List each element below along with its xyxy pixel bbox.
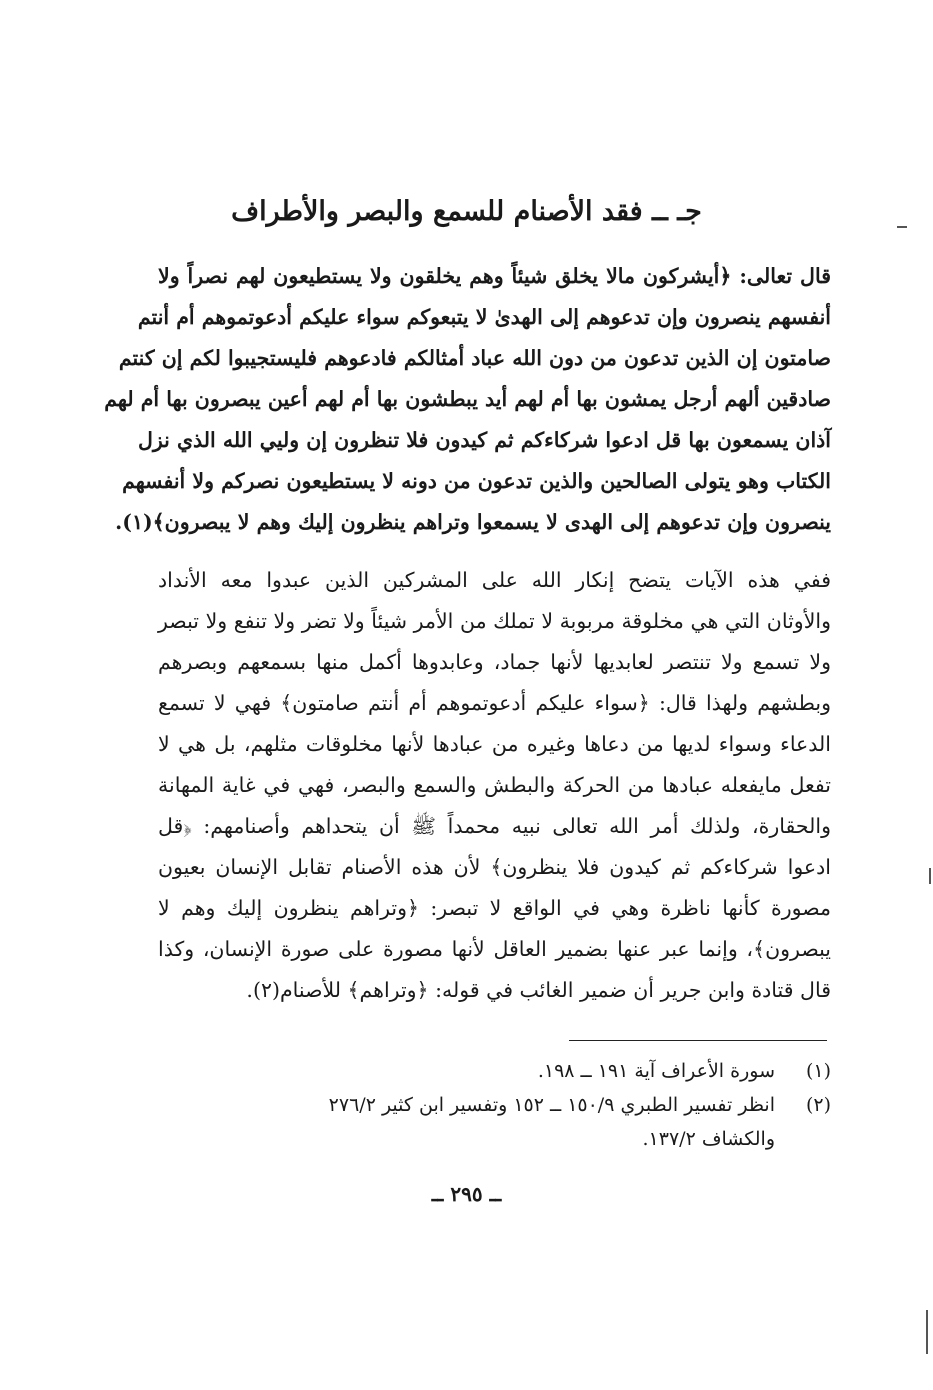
scan-mark bbox=[926, 1310, 928, 1354]
text-line: قال قتادة وابن جرير أن ضمير الغائب في قوله: ﴿وتراهم﴾ للأصنام(٢). bbox=[246, 978, 831, 1002]
scan-mark bbox=[897, 226, 907, 228]
text-line: أنفسهم ينصرون وإن تدعوهم إلى الهدىٰ لا يتبعوكم سواء عليكم أدعوتموهم أم أنتم bbox=[137, 305, 831, 329]
footnote-line: والكشاف ١٣٧/٢. bbox=[642, 1128, 775, 1150]
footnote-separator bbox=[569, 1040, 827, 1041]
footnote-line: سورة الأعراف آية ١٩١ ــ ١٩٨. bbox=[537, 1060, 775, 1082]
text-line: صادقين ألهم أرجل يمشون بها أم لهم أيد يبطشون بها أم لهم أعين يبصرون بها أم لهم bbox=[104, 387, 831, 411]
text-line: آذان يسمعون بها قل ادعوا شركاءكم ثم كيدون فلا تنظرون إن وليي الله الذي نزل bbox=[137, 428, 831, 452]
footnote bbox=[158, 1054, 831, 1088]
footnote-line: انظر تفسير الطبري ١٥٠/٩ ــ ١٥٢ وتفسير ابن كثير ٢٧٦/٢ bbox=[328, 1094, 775, 1116]
footnote-text bbox=[158, 1054, 775, 1088]
scan-mark bbox=[929, 868, 931, 884]
section-heading: جـ ــ فقد الأصنام للسمع والبصر والأطراف bbox=[231, 196, 702, 227]
footnote-number: (١) bbox=[805, 1060, 831, 1082]
text-line: الكتاب وهو يتولى الصالحين والذين تدعون من دونه لا يستطيعون نصركم ولا أنفسهم bbox=[122, 469, 831, 493]
text-line: والحقارة، ولذلك أمر الله تعالى نبيه محمداً ﷺ أن يتحداهم وأصنامهم: ﴿قل bbox=[158, 814, 831, 838]
footnote-text bbox=[158, 1088, 775, 1156]
text-line: تفعل مايفعله عبادها من الحركة والبطش والسمع والبصر، فهي في غاية المهانة bbox=[158, 773, 831, 797]
footnote bbox=[158, 1088, 831, 1156]
text-line: صامتون إن الذين تدعون من دون الله عباد أمثالكم فادعوهم فليستجيبوا لكم إن كنتم bbox=[118, 346, 831, 370]
text-line: ولا تسمع ولا تنتصر لعابديها لأنها جماد، وعابدوها أكمل منها بسمعهم وبصرهم bbox=[158, 650, 831, 674]
text-line: ففي هذه الآيات يتضح إنكار الله على المشركين الذين عبدوا معه الأنداد bbox=[158, 568, 831, 592]
footnote-number: (٢) bbox=[805, 1094, 831, 1116]
text-line: ينصرون وإن تدعوهم إلى الهدى لا يسمعوا وتراهم ينظرون إليك وهم لا يبصرون﴾(١). bbox=[115, 510, 831, 534]
quran-quote-paragraph bbox=[104, 256, 831, 543]
commentary-paragraph bbox=[158, 560, 831, 1011]
text-line: ادعوا شركاءكم ثم كيدون فلا ينظرون﴾ لأن هذه الأصنام تقابل الإنسان بعيون bbox=[158, 855, 831, 879]
text-line: الدعاء وسواء لديها من دعاها وغيره من عبادها لأنها مخلوقات مثلهم، بل هي لا bbox=[158, 732, 831, 756]
text-line: مصورة كأنها ناظرة وهي في الواقع لا تبصر: ﴿وتراهم ينظرون إليك وهم لا bbox=[158, 896, 831, 920]
text-line: والأوثان التي هي مخلوقة مربوبة لا تملك من الأمر شيئاً ولا تضر ولا تنفع ولا تبصر bbox=[158, 609, 831, 633]
page-number: ــ ٢٩٥ ــ bbox=[431, 1182, 502, 1206]
footnotes bbox=[158, 1054, 831, 1156]
text-line: وبطشهم ولهذا قال: ﴿سواء عليكم أدعوتموهم أم أنتم صامتون﴾ فهي لا تسمع bbox=[158, 691, 831, 715]
text-line: يبصرون﴾، وإنما عبر عنها بضمير العاقل لأنها مصورة على صورة الإنسان، وكذا bbox=[158, 937, 831, 961]
text-line: قال تعالى: ﴿أيشركون مالا يخلق شيئاً وهم يخلقون ولا يستطيعون لهم نصراً ولا bbox=[158, 264, 831, 288]
